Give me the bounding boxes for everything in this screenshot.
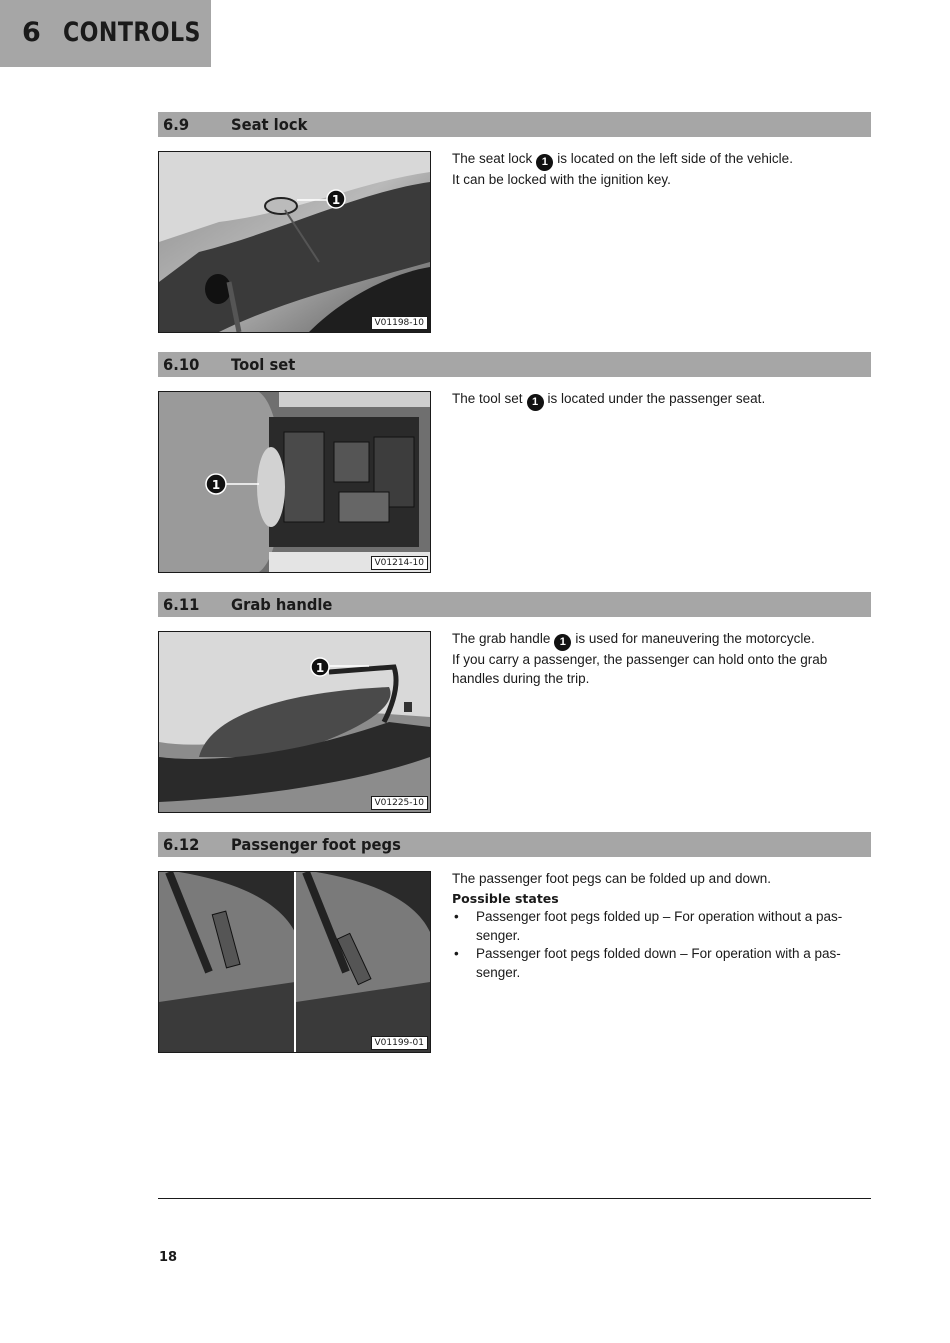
bullet: • — [454, 909, 459, 924]
section-grab-handle — [158, 592, 871, 808]
section-number: 6.9 — [163, 115, 190, 134]
tool-set-photo — [158, 391, 431, 573]
callout-marker: 1 — [554, 634, 571, 651]
text-before: The seat lock — [452, 151, 533, 166]
section-title: Tool set — [231, 355, 296, 374]
section-number: 6.11 — [163, 595, 200, 614]
text-after: is used for maneuvering the motorcycle. — [575, 631, 815, 646]
foot-pegs-photo — [158, 871, 431, 1053]
section-header — [158, 592, 871, 617]
section-title: Grab handle — [231, 595, 333, 614]
states-list — [452, 908, 862, 982]
list-item — [452, 945, 862, 982]
section-title: Passenger foot pegs — [231, 835, 401, 854]
section-title: Seat lock — [231, 115, 308, 134]
state-text: Passenger foot pegs folded down – For operation with a pas-senger. — [476, 946, 841, 980]
section-text — [452, 870, 862, 982]
footer-divider — [158, 1198, 871, 1199]
text-after: is located on the left side of the vehicle. — [557, 151, 793, 166]
figure-code: V01199-01 — [371, 1036, 429, 1050]
text-before: The grab handle — [452, 631, 551, 646]
state-text: Passenger foot pegs folded up – For operation without a pas-senger. — [476, 909, 843, 943]
seat-lock-photo — [158, 151, 431, 333]
section-header — [158, 832, 871, 857]
grab-handle-photo — [158, 631, 431, 813]
chapter-tab — [0, 0, 211, 67]
callout-marker: 1 — [527, 394, 544, 411]
list-item — [452, 908, 862, 945]
text-line: If you carry a passenger, the passenger can hold onto the grab handles during the trip. — [452, 652, 828, 686]
page-number: 18 — [159, 1250, 178, 1265]
figure-code: V01225-10 — [371, 796, 429, 810]
section-seat-lock — [158, 112, 871, 328]
figure-code: V01214-10 — [371, 556, 429, 570]
section-header — [158, 112, 871, 137]
chapter-title: CONTROLS — [63, 17, 201, 48]
section-text — [452, 390, 862, 411]
section-tool-set — [158, 352, 871, 568]
text-line: It can be locked with the ignition key. — [452, 172, 671, 187]
text-after: is located under the passenger seat. — [547, 391, 766, 406]
callout-number: 1 — [211, 478, 221, 492]
intro-text: The passenger foot pegs can be folded up and down. — [452, 871, 771, 886]
possible-states-heading: Possible states — [452, 890, 559, 906]
callout-number: 1 — [331, 193, 341, 207]
callout-marker: 1 — [536, 154, 553, 171]
bullet: • — [454, 946, 459, 961]
section-header — [158, 352, 871, 377]
figure-code: V01198-10 — [371, 316, 429, 330]
chapter-number: 6 — [22, 17, 42, 48]
section-number: 6.10 — [163, 355, 200, 374]
section-number: 6.12 — [163, 835, 200, 854]
section-text — [452, 150, 862, 190]
callout-number: 1 — [315, 661, 325, 675]
section-passenger-foot-pegs — [158, 832, 871, 1048]
section-text — [452, 630, 862, 688]
text-before: The tool set — [452, 391, 523, 406]
